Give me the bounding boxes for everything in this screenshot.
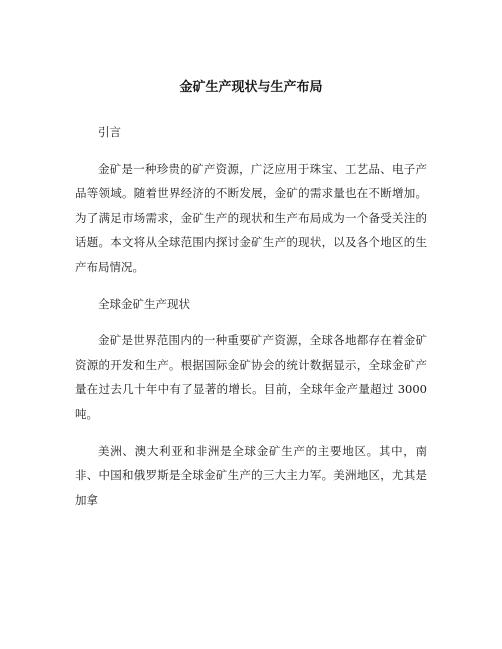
section-heading-global: 全球金矿生产现状 bbox=[98, 296, 190, 311]
section-heading-intro: 引言 bbox=[98, 125, 121, 139]
paragraph-global-2: 美洲、澳大利亚和非洲是全球金矿生产的主要地区。其中，南非、中国和俄罗斯是全球金矿生产的三大主力军。美洲地区，尤其是加拿 bbox=[75, 443, 427, 507]
paragraph-global-1: 金矿是世界范围内的一种重要矿产资源，全球各地都存在着金矿资源的开发和生产。根据国际金矿协会的统计数据显示，全球金矿产量在过去几十年中有了显著的增长。目前，全球年金产量超过 3000 吨。 bbox=[75, 333, 427, 421]
document-body bbox=[75, 120, 427, 524]
paragraph-intro: 金矿是一种珍贵的矿产资源，广泛应用于珠宝、工艺品、电子产品等领域。随着世界经济的不断发展，金矿的需求量也在不断增加。为了满足市场需求，金矿生产的现状和生产布局成为一个备受关注的话题。本文将从全球范围内探讨金矿生产的现状，以及各个地区的生产布局情况。 bbox=[75, 161, 427, 274]
document-title: 金矿生产现状与生产布局 bbox=[179, 80, 323, 95]
